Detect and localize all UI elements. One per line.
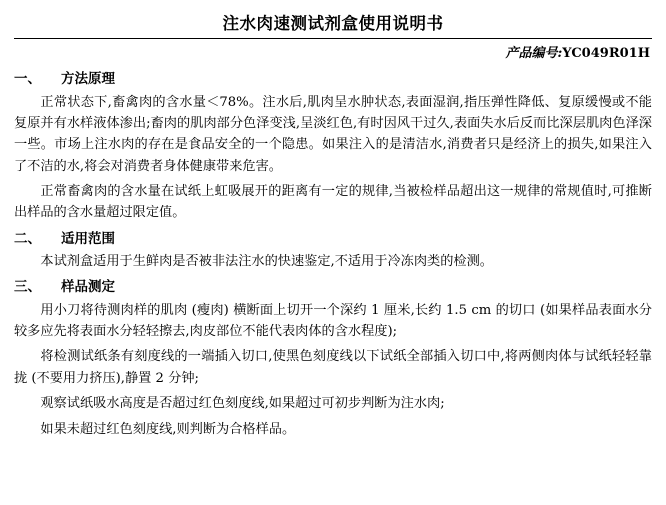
section-heading-1 bbox=[14, 69, 652, 89]
paragraph: 正常状态下,畜禽肉的含水量＜78%。注水后,肌肉呈水肿状态,表面湿润,指压弹性降低、复原缓慢或不能复原并有水样液体渗出;畜肉的肌肉部分色泽变浅,呈淡红色,有时因风干过久,表面失水后反而比深层肌肉色泽深一些。市场上注水肉的存在是食品安全的一个隐患。如果注入的是清洁水,消费者只是经济上的损失,如果注入了不洁的水,将会对消费者身体健康带来危害。 bbox=[14, 94, 652, 174]
product-code-value: YC049R01H bbox=[562, 46, 650, 62]
paragraph: 将检测试纸条有刻度线的一端插入切口,使黑色刻度线以下试纸全部插入切口中,将两侧肉体与试纸轻轻靠拢 (不要用力挤压),静置 2 分钟; bbox=[14, 349, 652, 386]
section-label-2: 适用范围 bbox=[61, 230, 115, 247]
paragraph: 用小刀将待测肉样的肌肉 (瘦肉) 横断面上切开一个深约 1 厘米,长约 1.5 cm 的切口 (如果样品表面水分较多应先将表面水分轻轻擦去,肉皮部位不能代表肉体的含水程度); bbox=[14, 302, 652, 340]
paragraph: 观察试纸吸水高度是否超过红色刻度线,如果超过可初步判断为注水肉; bbox=[40, 396, 445, 412]
title-divider bbox=[14, 38, 652, 39]
page-title: 注水肉速测试剂盒使用说明书 bbox=[222, 14, 444, 33]
section-heading-2 bbox=[14, 229, 652, 249]
section-label-3: 样品测定 bbox=[61, 279, 115, 296]
paragraph: 如果未超过红色刻度线,则判断为合格样品。 bbox=[40, 421, 296, 437]
paragraph: 本试剂盒适用于生鲜肉是否被非法注水的快速鉴定,不适用于冷冻肉类的检测。 bbox=[40, 254, 493, 270]
section-number-1: 一、 bbox=[14, 71, 41, 88]
product-code bbox=[14, 45, 650, 63]
section-number-3: 三、 bbox=[14, 279, 41, 296]
product-code-label: 产品编号: bbox=[505, 46, 563, 62]
section-heading-3 bbox=[14, 277, 652, 297]
paragraph: 正常畜禽肉的含水量在试纸上虹吸展开的距离有一定的规律,当被检样品超出这一规律的常规值时,可推断出样品的含水量超过限定值。 bbox=[14, 184, 652, 221]
section-number-2: 二、 bbox=[14, 230, 41, 247]
section-label-1: 方法原理 bbox=[61, 71, 115, 88]
